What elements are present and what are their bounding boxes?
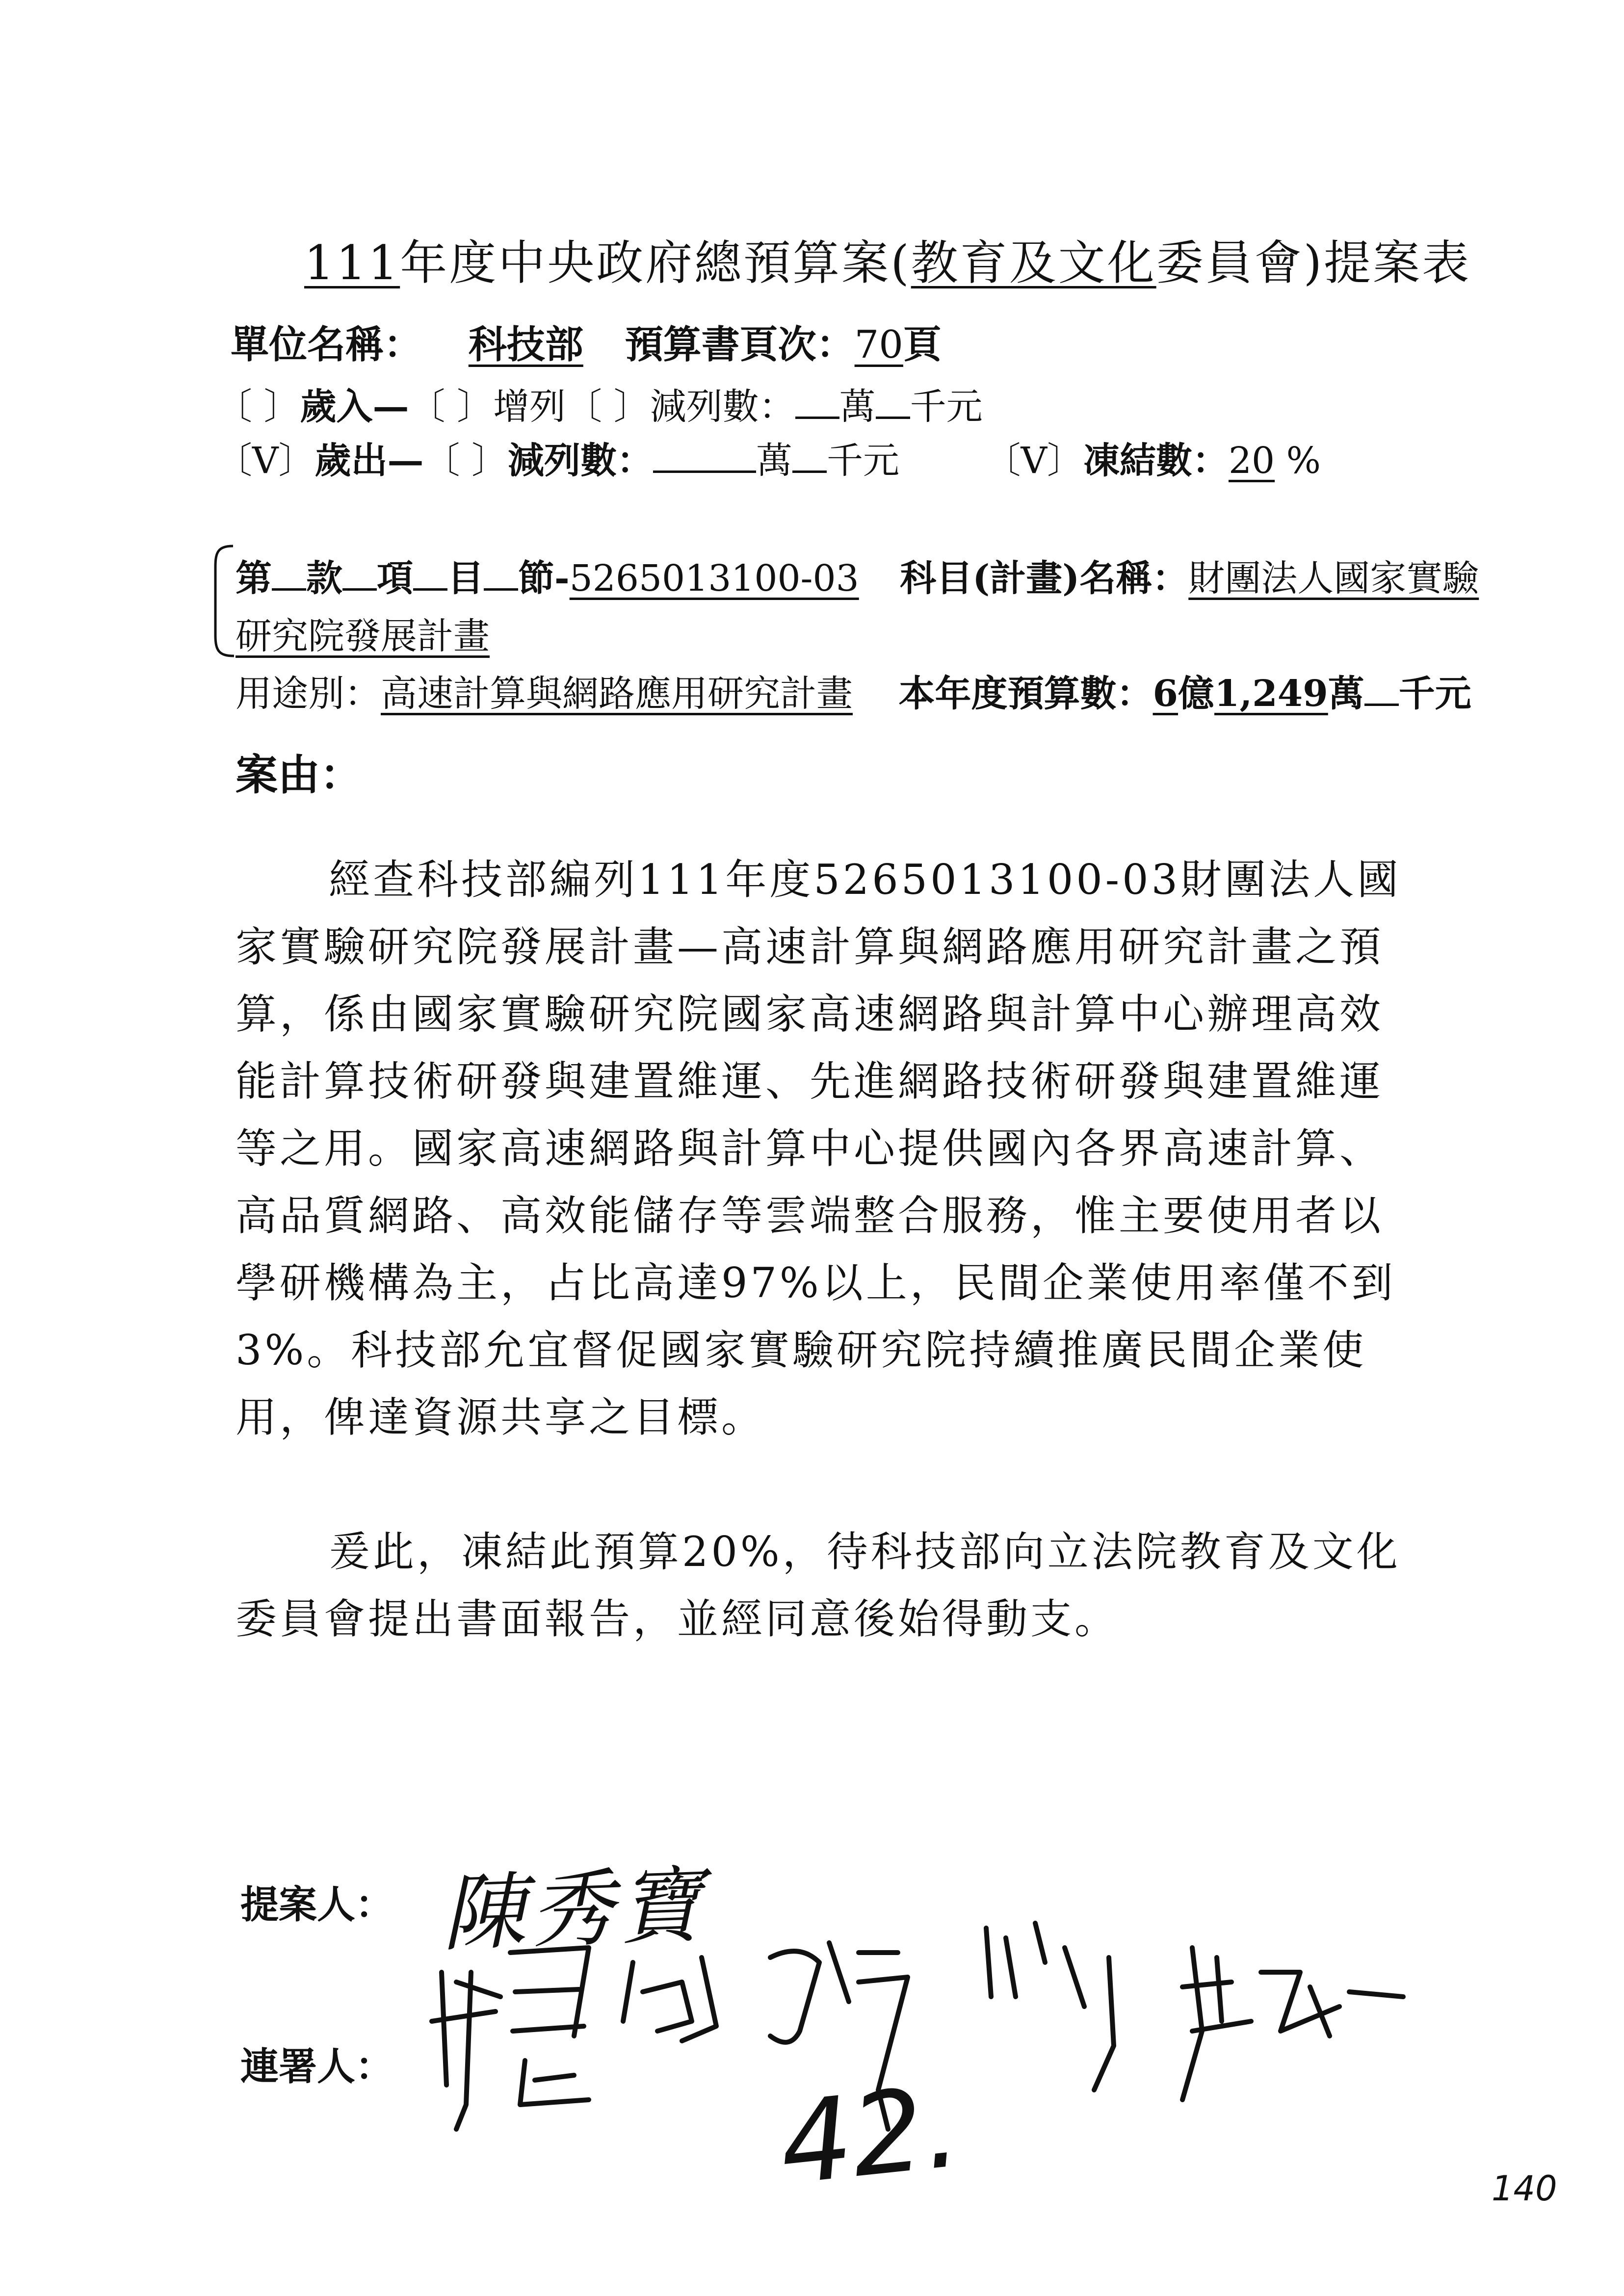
- subject-name-label: 科目(計畫)名稱：: [900, 557, 1189, 600]
- page-suffix: 頁: [903, 322, 942, 367]
- subject-xiang: 項: [377, 557, 413, 600]
- budget-wan-value: 1,249: [1214, 673, 1328, 715]
- budget-yi: 億: [1178, 673, 1215, 715]
- expenditure-opt-box: 〔 〕: [423, 440, 508, 482]
- expenditure-qian: 千元: [826, 440, 899, 482]
- revenue-box: 〔 〕: [216, 386, 300, 428]
- handwritten-number: 42.: [774, 2061, 966, 2211]
- expenditure-label: 歲出—: [314, 440, 424, 482]
- subject-k2: 款: [306, 557, 342, 600]
- cosigners-label: 連署人：: [240, 2044, 394, 2089]
- revenue-wan: 萬: [839, 386, 876, 428]
- freeze-value: 20: [1228, 440, 1275, 482]
- revenue-opt1: 增列: [493, 386, 566, 428]
- jie-blank: [484, 588, 518, 591]
- subject-code: 5265013100-03: [569, 557, 859, 600]
- usage-label: 用途別：: [236, 673, 381, 715]
- revenue-opt1-box: 〔 〕: [409, 386, 494, 428]
- subject-kuan: 第: [236, 557, 272, 600]
- title-pre: 年度中央政府總預算案(: [400, 235, 911, 290]
- paragraph-2: 爰此，凍結此預算20%，待科技部向立法院教育及文化委員會提出書面報告，並經同意後始得動支。: [236, 1528, 1401, 1643]
- freeze-label: 凍結數：: [1083, 440, 1229, 482]
- revenue-qian: 千元: [910, 386, 983, 428]
- subject-line-1: [236, 549, 1479, 601]
- mu-blank: [413, 588, 447, 591]
- budget-yi-value: 6: [1153, 673, 1179, 715]
- unit-name: 科技部: [468, 322, 583, 367]
- usage-line: [236, 665, 1471, 717]
- document-title: [304, 226, 1471, 293]
- expenditure-qian-blank: [792, 470, 827, 473]
- budget-qian-blank: [1364, 703, 1399, 706]
- page-number: 140: [1492, 2168, 1557, 2209]
- subject-jie: 節-: [518, 557, 570, 600]
- expenditure-box: 〔V〕: [216, 440, 315, 482]
- expenditure-wan: 萬: [756, 440, 792, 482]
- revenue-qian-blank: [876, 416, 910, 419]
- proposer-label: 提案人：: [240, 1882, 394, 1927]
- paragraph-1: 經查科技部編列111年度5265013100-03財團法人國家實驗研究院發展計畫—高速計算與網路應用研究計畫之預算，係由國家實驗研究院國家高速網路與計算中心辦理高效能計算技術研發與建置維運、先進網路技術研發與建置維運等之用。國家高速網路與計算中心提供國內各界高速計算、高品質網路、高效能儲存等雲端整合服務，惟主要使用者以學研機構為主，占比高達97%以上，民間企業使用率僅不到3%。科技部允宜督促國家實驗研究院持續推廣民間企業使用，俾達資源共享之目標。: [236, 856, 1402, 1441]
- subject-line-2: [236, 607, 490, 659]
- freeze-box: 〔V〕: [984, 440, 1083, 482]
- revenue-opt2-box: 〔 〕: [566, 386, 650, 428]
- page-label: 預算書頁次：: [625, 322, 855, 367]
- title-post: 委員會)提案表: [1156, 235, 1471, 290]
- unit-label: 單位名稱：: [231, 322, 422, 367]
- proposer-signature: 陳秀寶: [440, 1856, 708, 1963]
- page-number-ref: 70: [854, 323, 903, 367]
- usage-value: 高速計算與網路應用研究計畫: [381, 673, 853, 715]
- budget-label: 本年度預算數：: [898, 673, 1153, 715]
- subject-name-line2: 研究院發展計畫: [236, 615, 490, 657]
- revenue-line: [216, 378, 983, 430]
- revenue-opt2: 減列數：: [650, 386, 795, 428]
- title-year: 111: [304, 235, 400, 290]
- reason-body: [236, 846, 1423, 1653]
- subject-name-line1: 財團法人國家實驗: [1188, 557, 1479, 600]
- budget-qian: 千元: [1398, 673, 1471, 715]
- title-committee: 教育及文化: [911, 235, 1156, 290]
- budget-wan: 萬: [1328, 673, 1364, 715]
- expenditure-line: [216, 432, 1321, 484]
- unit-line: [231, 314, 942, 369]
- revenue-wan-blank: [795, 416, 839, 419]
- expenditure-wan-blank: [653, 470, 756, 473]
- xiang-blank: [342, 588, 377, 591]
- expenditure-opt: 減列數：: [507, 440, 653, 482]
- kuan-blank: [272, 588, 306, 591]
- reason-heading: 案由：: [236, 750, 362, 800]
- freeze-unit: %: [1286, 440, 1321, 482]
- subject-bracket: [209, 542, 238, 660]
- revenue-label: 歲入—: [300, 386, 409, 428]
- subject-mu: 目: [447, 557, 484, 600]
